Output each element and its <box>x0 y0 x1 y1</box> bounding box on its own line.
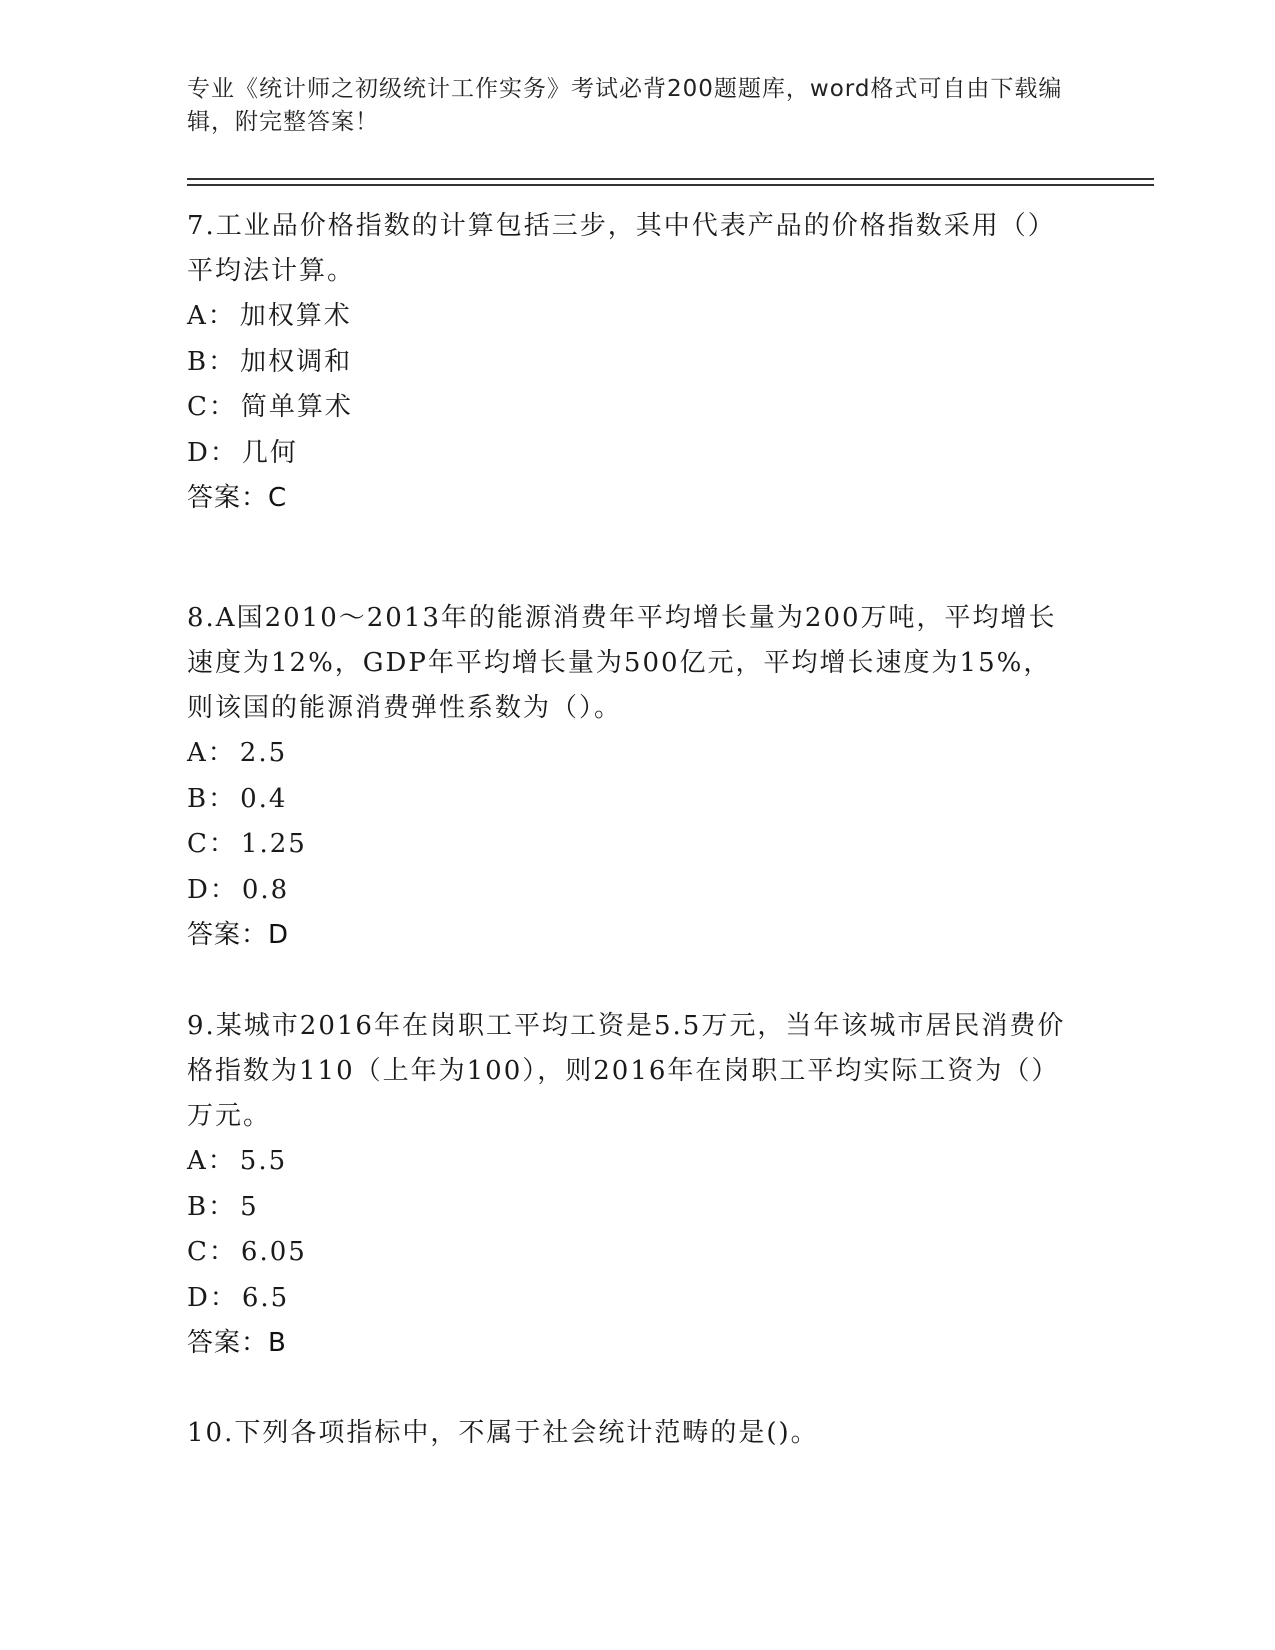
question-10 <box>187 1411 1077 1456</box>
option-text: 0.4 <box>240 783 288 814</box>
option-text: 简单算术 <box>240 392 353 422</box>
option-text: 0.8 <box>241 874 290 905</box>
question-stem: 10.下列各项指标中，不属于社会统计范畴的是()。 <box>187 1418 819 1448</box>
answer-line: 答案：D <box>187 920 290 950</box>
option-letter: A： <box>187 1146 236 1176</box>
option-letter: C： <box>187 829 237 859</box>
option-b <box>187 777 1077 823</box>
option-letter: B： <box>187 346 237 377</box>
option-letter: C： <box>187 392 237 422</box>
question-stem: 9.某城市2016年在岗职工平均工资是5.5万元，当年该城市居民消费价格指数为110（上年为100），则2016年在岗职工平均实际工资为（）万元。 <box>187 1011 1066 1131</box>
option-text: 1.25 <box>240 829 307 859</box>
option-b <box>187 340 1077 386</box>
option-letter: A： <box>187 301 236 331</box>
question-stem: 7.工业品价格指数的计算包括三步，其中代表产品的价格指数采用（）平均法计算。 <box>187 211 1056 286</box>
option-list <box>187 731 1077 913</box>
option-b <box>187 1185 1077 1231</box>
option-list <box>187 1139 1077 1321</box>
option-c <box>187 385 1077 431</box>
option-letter: D： <box>187 874 238 905</box>
option-text: 加权算术 <box>239 301 352 331</box>
option-text: 几何 <box>241 437 298 468</box>
header-divider-bottom <box>187 184 1154 186</box>
option-letter: D： <box>187 437 238 468</box>
option-letter: B： <box>187 1191 237 1222</box>
option-text: 5 <box>240 1191 259 1222</box>
option-a <box>187 294 1077 340</box>
option-text: 6.5 <box>241 1282 290 1313</box>
option-text: 2.5 <box>239 738 288 768</box>
option-text: 6.05 <box>240 1237 307 1267</box>
document-header: 专业《统计师之初级统计工作实务》考试必背200题题库，word格式可自由下载编辑，附完整答案！ <box>187 76 1063 135</box>
header-divider-top <box>187 178 1154 180</box>
option-letter: C： <box>187 1237 237 1267</box>
option-text: 5.5 <box>239 1146 288 1176</box>
option-d <box>187 1276 1077 1322</box>
option-list <box>187 294 1077 476</box>
question-9 <box>187 1004 1077 1366</box>
option-d <box>187 431 1077 477</box>
answer-line: 答案：C <box>187 483 288 513</box>
option-d <box>187 868 1077 914</box>
answer-line: 答案：B <box>187 1328 287 1358</box>
option-c <box>187 1230 1077 1276</box>
option-letter: D： <box>187 1282 238 1313</box>
option-a <box>187 1139 1077 1185</box>
option-c <box>187 822 1077 868</box>
option-letter: A： <box>187 738 236 768</box>
option-letter: B： <box>187 783 237 814</box>
option-a <box>187 731 1077 777</box>
option-text: 加权调和 <box>240 346 353 377</box>
question-8 <box>187 596 1077 958</box>
question-stem: 8.A国2010～2013年的能源消费年平均增长量为200万吨，平均增长速度为12%，GDP年平均增长量为500亿元，平均增长速度为15%，则该国的能源消费弹性系数为（）。 <box>187 603 1057 723</box>
question-7 <box>187 204 1077 521</box>
